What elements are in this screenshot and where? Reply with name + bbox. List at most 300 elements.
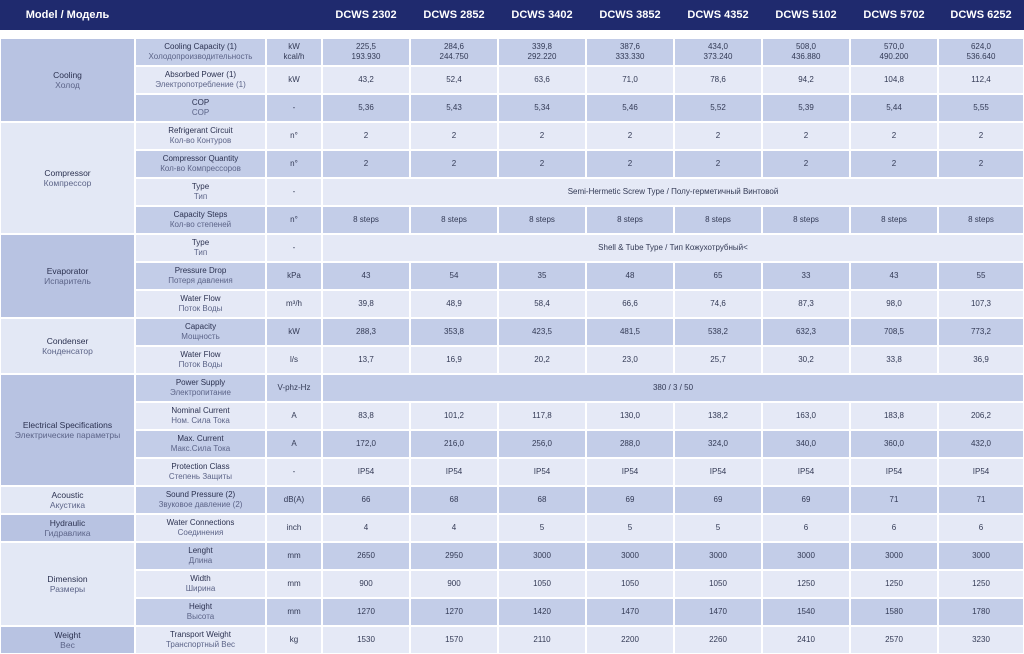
value-text: 2: [363, 159, 369, 168]
parameter-label: [135, 514, 266, 542]
parameter-label-en: Water Flow: [180, 294, 221, 303]
value-text: 2650: [357, 551, 375, 560]
value-text: 20,2: [534, 355, 550, 364]
value-text: 256,0: [531, 439, 553, 448]
value-text: 117,8: [532, 411, 552, 420]
section-label: [0, 626, 135, 654]
value-text: 708,5: [883, 327, 905, 336]
value-cell: [938, 458, 1024, 486]
value-cell: [498, 626, 586, 654]
section-label-ru: Размеры: [49, 584, 86, 594]
parameter-label: [135, 570, 266, 598]
value-text: IP54: [445, 467, 463, 476]
parameter-label: [135, 234, 266, 262]
parameter-label: [135, 262, 266, 290]
model-col-8: DCWS 6252: [950, 9, 1012, 21]
value-text: 2: [363, 131, 369, 140]
value-text: 2: [803, 131, 809, 140]
value-text: 3000: [972, 551, 990, 560]
parameter-label-ru: Соединения: [177, 528, 224, 537]
parameter-label-ru: Ширина: [185, 584, 216, 593]
value-cell: [762, 542, 850, 570]
value-cell: [762, 66, 850, 94]
value-text: 5: [715, 523, 721, 532]
value-cell: [498, 122, 586, 150]
parameter-label: [135, 346, 266, 374]
value-cell: [762, 626, 850, 654]
unit-text: kW: [288, 327, 300, 336]
value-text: 2260: [709, 635, 727, 644]
value-cell: [938, 402, 1024, 430]
value-cell: [938, 206, 1024, 234]
value-text: 2: [627, 159, 633, 168]
parameter-label-en: Type: [191, 182, 210, 191]
section-label-ru: Холод: [55, 80, 80, 90]
value-text: 74,6: [710, 299, 726, 308]
value-text: 4: [451, 523, 457, 532]
value-cell: [762, 402, 850, 430]
parameter-label-ru: Транспортный Вес: [165, 640, 236, 649]
value-text: 360,0: [883, 439, 905, 448]
value-text: 3000: [533, 551, 551, 560]
parameter-label-ru: Мощность: [181, 332, 220, 341]
value-cell: [498, 318, 586, 346]
value-text: 69: [625, 495, 635, 504]
model-col-5: DCWS 4352: [687, 9, 749, 21]
value-cell: [498, 430, 586, 458]
parameter-label-en: Cooling Capacity (1): [164, 42, 237, 51]
merged-value: 380 / 3 / 50: [652, 383, 694, 392]
value-cell: [938, 38, 1024, 66]
value-cell: [586, 318, 674, 346]
value-cell: [762, 430, 850, 458]
section-label-ru: Испаритель: [44, 276, 91, 286]
value-cell: [498, 262, 586, 290]
value-text: 43: [361, 271, 371, 280]
value-text: 1780: [972, 607, 990, 616]
parameter-label-en: Type: [191, 238, 210, 247]
value-text: 508,0 436.880: [791, 42, 821, 61]
value-cell: [938, 290, 1024, 318]
unit-text: -: [292, 103, 296, 112]
section-label: [0, 318, 135, 374]
value-text: 432,0: [970, 439, 992, 448]
value-text: 900: [447, 579, 461, 588]
value-cell: [850, 150, 938, 178]
parameter-label: [135, 374, 266, 402]
value-text: 570,0 490.200: [879, 42, 909, 61]
parameter-label-en: Width: [190, 574, 211, 583]
parameter-label: [135, 122, 266, 150]
value-cell: [850, 598, 938, 626]
parameter-label-ru: Макс.Сила Тока: [170, 444, 231, 453]
unit-cell: [266, 458, 322, 486]
value-text: 83,8: [358, 411, 374, 420]
value-cell: [762, 206, 850, 234]
unit-text: -: [292, 243, 296, 252]
parameter-label-ru: Степень Защиты: [168, 472, 233, 481]
value-cell: [586, 262, 674, 290]
unit-cell: [266, 626, 322, 654]
section-label-ru: Гидравлика: [44, 528, 91, 538]
value-cell: [938, 262, 1024, 290]
value-cell: [674, 570, 762, 598]
value-cell: [410, 122, 498, 150]
value-text: 78,6: [710, 75, 726, 84]
value-cell: [674, 514, 762, 542]
value-cell: [938, 514, 1024, 542]
value-text: 216,0: [443, 439, 465, 448]
value-cell: [762, 38, 850, 66]
value-text: 5,55: [973, 103, 989, 112]
value-text: 624,0 536.640: [966, 42, 996, 61]
section-label-ru: Вес: [60, 640, 75, 650]
model-col-2: DCWS 2852: [423, 9, 485, 21]
value-text: 63,6: [534, 75, 550, 84]
unit-cell: [266, 486, 322, 514]
unit-cell: [266, 234, 322, 262]
parameter-label-en: Nominal Current: [171, 406, 230, 415]
unit-text: V-phz-Hz: [277, 383, 311, 392]
unit-text: inch: [286, 523, 302, 532]
value-cell: [586, 290, 674, 318]
value-cell: [410, 94, 498, 122]
value-cell: [498, 542, 586, 570]
value-text: 1530: [357, 635, 375, 644]
value-cell: [498, 38, 586, 66]
value-text: IP54: [972, 467, 990, 476]
value-cell: [850, 514, 938, 542]
value-text: 1470: [621, 607, 639, 616]
parameter-label: [135, 94, 266, 122]
value-cell: [850, 290, 938, 318]
parameter-label-en: Transport Weight: [170, 630, 231, 639]
value-cell: [674, 122, 762, 150]
value-cell: [762, 262, 850, 290]
value-text: 1580: [885, 607, 903, 616]
value-cell: [938, 346, 1024, 374]
value-cell: [850, 262, 938, 290]
value-cell: [498, 66, 586, 94]
value-cell: [674, 290, 762, 318]
value-cell: [938, 570, 1024, 598]
value-text: 8 steps: [441, 215, 467, 224]
value-cell: [410, 290, 498, 318]
parameter-label-ru: Потеря давления: [168, 276, 233, 285]
value-text: 434,0 373.240: [703, 42, 733, 61]
value-cell: [762, 598, 850, 626]
value-cell: [850, 38, 938, 66]
parameter-label: [135, 66, 266, 94]
value-text: 8 steps: [353, 215, 379, 224]
value-text: 69: [801, 495, 811, 504]
model-col-7: DCWS 5702: [863, 9, 925, 21]
value-cell: [674, 94, 762, 122]
unit-text: kg: [289, 635, 299, 644]
parameter-label-ru: Тип: [193, 192, 208, 201]
value-text: 5,39: [798, 103, 814, 112]
value-cell: [586, 626, 674, 654]
value-text: 1570: [445, 635, 463, 644]
value-cell: [498, 402, 586, 430]
model-col-1: DCWS 2302: [335, 9, 397, 21]
section-label-en: Cooling: [53, 70, 82, 80]
value-cell: [586, 206, 674, 234]
unit-cell: [266, 262, 322, 290]
value-text: 71: [976, 495, 986, 504]
parameter-label: [135, 178, 266, 206]
value-cell: [938, 150, 1024, 178]
unit-cell: [266, 206, 322, 234]
value-text: 163,0: [795, 411, 817, 420]
value-cell: [498, 514, 586, 542]
parameter-label: [135, 542, 266, 570]
section-label: [0, 374, 135, 486]
value-text: 2: [978, 131, 984, 140]
value-text: 2: [627, 131, 633, 140]
unit-cell: [266, 430, 322, 458]
value-cell: [850, 122, 938, 150]
value-cell: [410, 38, 498, 66]
value-cell: [674, 486, 762, 514]
value-cell: [938, 318, 1024, 346]
merged-value: Semi-Hermetic Screw Type / Полу-герметичный Винтовой: [567, 187, 779, 196]
value-text: 3000: [885, 551, 903, 560]
value-text: 324,0: [707, 439, 729, 448]
value-cell: [674, 38, 762, 66]
value-cell: [850, 458, 938, 486]
value-text: 98,0: [886, 299, 902, 308]
value-text: 1250: [972, 579, 990, 588]
value-cell: [322, 122, 410, 150]
section-label-en: Compressor: [44, 168, 91, 178]
value-cell: [762, 318, 850, 346]
value-cell: [410, 262, 498, 290]
value-text: 65: [713, 271, 723, 280]
value-cell: [586, 66, 674, 94]
unit-cell: [266, 38, 322, 66]
header-title: Model / Модель: [25, 9, 110, 21]
value-text: 66,6: [622, 299, 638, 308]
value-text: 284,6 244.750: [439, 42, 469, 61]
section-label-ru: Акустика: [49, 500, 86, 510]
value-cell: [850, 94, 938, 122]
value-text: 6: [891, 523, 897, 532]
value-cell: [674, 598, 762, 626]
value-cell: [762, 458, 850, 486]
section-label-ru: Конденсатор: [42, 346, 93, 356]
parameter-label-ru: Кол-во Компрессоров: [160, 164, 241, 173]
value-cell: [850, 430, 938, 458]
value-text: 104,8: [883, 75, 905, 84]
unit-cell: [266, 318, 322, 346]
value-cell: [410, 402, 498, 430]
unit-cell: [266, 290, 322, 318]
value-text: 68: [449, 495, 459, 504]
value-text: 5,36: [358, 103, 374, 112]
parameter-label: [135, 402, 266, 430]
value-cell: [322, 430, 410, 458]
value-cell: [762, 486, 850, 514]
value-text: 5,52: [710, 103, 726, 112]
unit-text: mm: [287, 551, 301, 560]
value-text: 138,2: [707, 411, 729, 420]
value-cell: [322, 346, 410, 374]
value-text: 39,8: [358, 299, 374, 308]
section-label-en: Condenser: [46, 336, 89, 346]
value-cell: [410, 626, 498, 654]
value-cell: [410, 570, 498, 598]
parameter-label-en: COP: [191, 98, 210, 107]
section-label: [0, 234, 135, 318]
value-text: 2110: [533, 635, 551, 644]
value-text: 2410: [797, 635, 815, 644]
parameter-label-en: Height: [188, 602, 213, 611]
value-cell: [586, 570, 674, 598]
value-text: 1050: [621, 579, 639, 588]
parameter-label-en: Pressure Drop: [174, 266, 227, 275]
parameter-label: [135, 318, 266, 346]
value-text: 2: [539, 131, 545, 140]
value-text: 107,3: [970, 299, 992, 308]
value-text: 8 steps: [793, 215, 819, 224]
value-cell: [498, 598, 586, 626]
section-label-ru: Электрические параметры: [14, 430, 121, 440]
unit-text: n°: [290, 159, 298, 168]
value-cell: [850, 318, 938, 346]
parameter-label: [135, 486, 266, 514]
value-text: 2: [715, 131, 721, 140]
value-text: 1270: [357, 607, 375, 616]
value-cell: [850, 402, 938, 430]
value-cell: [850, 486, 938, 514]
unit-text: n°: [290, 215, 298, 224]
section-label-en: Weight: [54, 630, 81, 640]
value-text: 206,2: [970, 411, 992, 420]
unit-text: kW: [288, 75, 300, 84]
value-text: 25,7: [710, 355, 726, 364]
value-text: 1270: [445, 607, 463, 616]
unit-text: kPa: [287, 271, 301, 280]
value-text: 387,6 333.330: [615, 42, 645, 61]
value-cell: [850, 346, 938, 374]
model-col-4: DCWS 3852: [599, 9, 661, 21]
value-cell: [762, 570, 850, 598]
section-label: [0, 122, 135, 234]
value-text: 2: [803, 159, 809, 168]
value-cell: [674, 430, 762, 458]
value-cell: [322, 262, 410, 290]
value-cell: [586, 94, 674, 122]
value-cell: [586, 122, 674, 150]
unit-text: A: [291, 411, 297, 420]
value-text: 48,9: [446, 299, 462, 308]
value-cell: [410, 542, 498, 570]
value-cell: [410, 206, 498, 234]
parameter-label-ru: Тип: [193, 248, 208, 257]
value-cell: [498, 94, 586, 122]
value-text: 172,0: [355, 439, 377, 448]
value-text: 6: [978, 523, 984, 532]
parameter-label: [135, 38, 266, 66]
parameter-label-ru: Звуковое давление (2): [158, 500, 243, 509]
section-label-en: Dimension: [47, 574, 88, 584]
value-text: 2: [451, 159, 457, 168]
value-cell: [586, 598, 674, 626]
value-cell: [762, 122, 850, 150]
value-cell: [762, 150, 850, 178]
merged-value-cell: [322, 178, 1024, 206]
value-text: 8 steps: [617, 215, 643, 224]
value-cell: [498, 486, 586, 514]
parameter-label-ru: Электропитание: [170, 388, 231, 397]
value-text: 5,44: [886, 103, 902, 112]
value-cell: [586, 402, 674, 430]
unit-cell: [266, 122, 322, 150]
unit-cell: [266, 66, 322, 94]
value-cell: [674, 206, 762, 234]
parameter-label-en: Lenght: [188, 546, 213, 555]
unit-cell: [266, 514, 322, 542]
parameter-label: [135, 458, 266, 486]
value-cell: [938, 66, 1024, 94]
unit-cell: [266, 598, 322, 626]
value-cell: [498, 206, 586, 234]
parameter-label: [135, 206, 266, 234]
value-text: 340,0: [795, 439, 817, 448]
parameter-label-ru: Длина: [188, 556, 213, 565]
value-text: 101,2: [443, 411, 465, 420]
unit-text: dB(A): [283, 495, 305, 504]
value-cell: [498, 290, 586, 318]
parameter-label-ru: Ном. Сила Тока: [171, 416, 230, 425]
value-text: 5: [539, 523, 545, 532]
unit-cell: [266, 150, 322, 178]
value-text: IP54: [709, 467, 727, 476]
value-text: 3230: [972, 635, 990, 644]
value-cell: [322, 626, 410, 654]
value-text: 2: [891, 159, 897, 168]
parameter-label-ru: Высота: [186, 612, 215, 621]
unit-cell: [266, 402, 322, 430]
value-cell: [586, 542, 674, 570]
parameter-label-en: Capacity Steps: [173, 210, 228, 219]
model-col-6: DCWS 5102: [775, 9, 837, 21]
value-text: 288,3: [355, 327, 377, 336]
parameter-label: [135, 626, 266, 654]
unit-cell: [266, 570, 322, 598]
value-cell: [674, 402, 762, 430]
value-cell: [938, 542, 1024, 570]
value-cell: [410, 458, 498, 486]
value-text: 35: [537, 271, 547, 280]
value-text: 1420: [533, 607, 551, 616]
value-text: 2570: [885, 635, 903, 644]
parameter-label-ru: Электропотребление (1): [155, 80, 246, 89]
value-cell: [410, 430, 498, 458]
unit-text: mm: [287, 579, 301, 588]
parameter-label-en: Capacity: [184, 322, 217, 331]
unit-cell: [266, 374, 322, 402]
value-text: 33: [801, 271, 811, 280]
value-text: IP54: [533, 467, 551, 476]
unit-text: n°: [290, 131, 298, 140]
value-cell: [762, 346, 850, 374]
parameter-label-en: Water Flow: [180, 350, 221, 359]
parameter-label: [135, 150, 266, 178]
value-text: 8 steps: [705, 215, 731, 224]
parameter-label-ru: COP: [191, 108, 210, 117]
